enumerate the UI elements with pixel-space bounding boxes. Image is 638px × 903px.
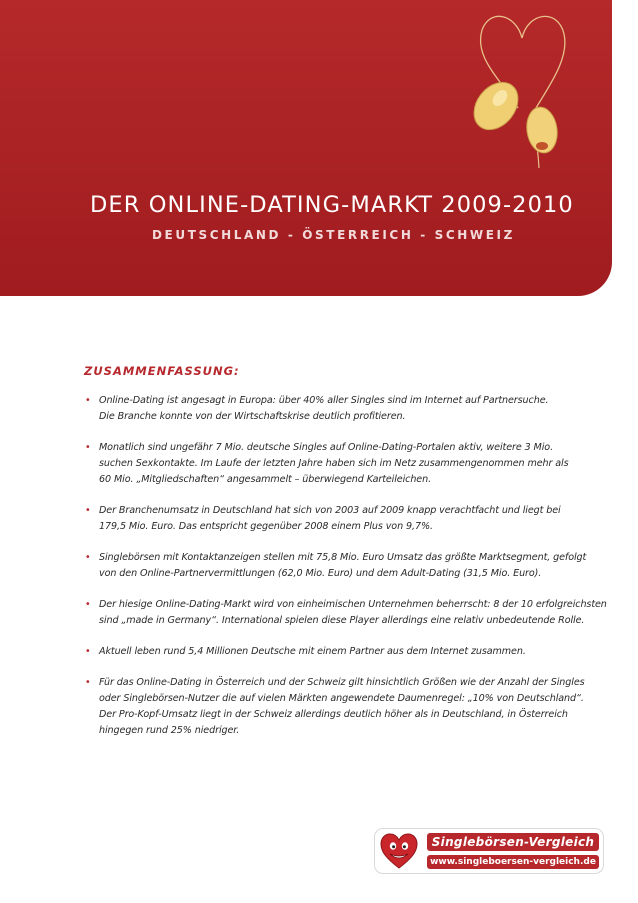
summary-line: Der Pro-Kopf-Umsatz liegt in der Schweiz allerdings deutlich höher als in Deutschland, in Österreich [99,709,568,720]
heart-cable-computer-mice-illustration [440,0,610,175]
summary-line: oder Singlebörsen-Nutzer die auf vielen Märkten angewendete Daumenregel: „10% von Deutschland“. [99,693,584,704]
bullet-icon: • [85,599,91,610]
summary-point [84,597,614,629]
summary-point [84,675,614,739]
summary-line: Für das Online-Dating in Österreich und der Schweiz gilt hinsichtlich Größen wie der Anzahl der Singles [99,677,585,688]
summary-list [84,393,614,754]
summary-point [84,440,614,488]
summary-line: Online-Dating ist angesagt in Europa: über 40% aller Singles sind im Internet auf Partnersuche. [99,395,549,406]
logo-title: Singlebörsen-Vergleich [427,833,599,851]
summary-line: hingegen rund 25% niedriger. [99,725,240,736]
page-subtitle: DEUTSCHLAND - ÖSTERREICH - SCHWEIZ [152,228,515,242]
summary-line: sind „made in Germany“. International spielen diese Player allerdings eine relativ unbedeutende Rolle. [99,615,585,626]
logo-url: www.singleboersen-vergleich.de [427,855,599,869]
summary-line: suchen Sexkontakte. Im Laufe der letzten Jahre haben sich im Netz zusammengenommen mehr als [99,458,569,469]
summary-heading: ZUSAMMENFASSUNG: [84,364,240,378]
header-banner [0,0,612,296]
summary-point [84,393,614,425]
summary-line: 179,5 Mio. Euro. Das entspricht gegenüber 2008 einem Plus von 9,7%. [99,521,433,532]
bullet-icon: • [85,552,91,563]
summary-line: Die Branche konnte von der Wirtschaftskrise deutlich profitieren. [99,411,406,422]
summary-line: Der Branchenumsatz in Deutschland hat sich von 2003 auf 2009 knapp verachtfacht und liegt bei [99,505,561,516]
bullet-icon: • [85,442,91,453]
heart-face-icon [379,831,419,871]
bullet-icon: • [85,677,91,688]
summary-line: Der hiesige Online-Dating-Markt wird von einheimischen Unternehmen beherrscht: 8 der 10 erfolgreichsten [99,599,607,610]
summary-line: von den Online-Partnervermittlungen (62,0 Mio. Euro) und dem Adult-Dating (31,5 Mio. Euro). [99,568,542,579]
summary-line: Singlebörsen mit Kontaktanzeigen stellen mit 75,8 Mio. Euro Umsatz das größte Marktsegment, gefolgt [99,552,587,563]
summary-line: Monatlich sind ungefähr 7 Mio. deutsche Singles auf Online-Dating-Portalen aktiv, weitere 3 Mio. [99,442,554,453]
bullet-icon: • [85,646,91,657]
summary-line: Aktuell leben rund 5,4 Millionen Deutsche mit einem Partner aus dem Internet zusammen. [99,646,526,657]
summary-line: 60 Mio. „Mitgliedschaften“ angesammelt – überwiegend Karteileichen. [99,474,432,485]
singleboersen-vergleich-logo[interactable] [375,829,603,873]
bullet-icon: • [85,505,91,516]
summary-point [84,503,614,535]
summary-point [84,550,614,582]
summary-point [84,644,614,660]
page-title: DER ONLINE-DATING-MARKT 2009-2010 [90,192,574,218]
bullet-icon: • [85,395,91,406]
